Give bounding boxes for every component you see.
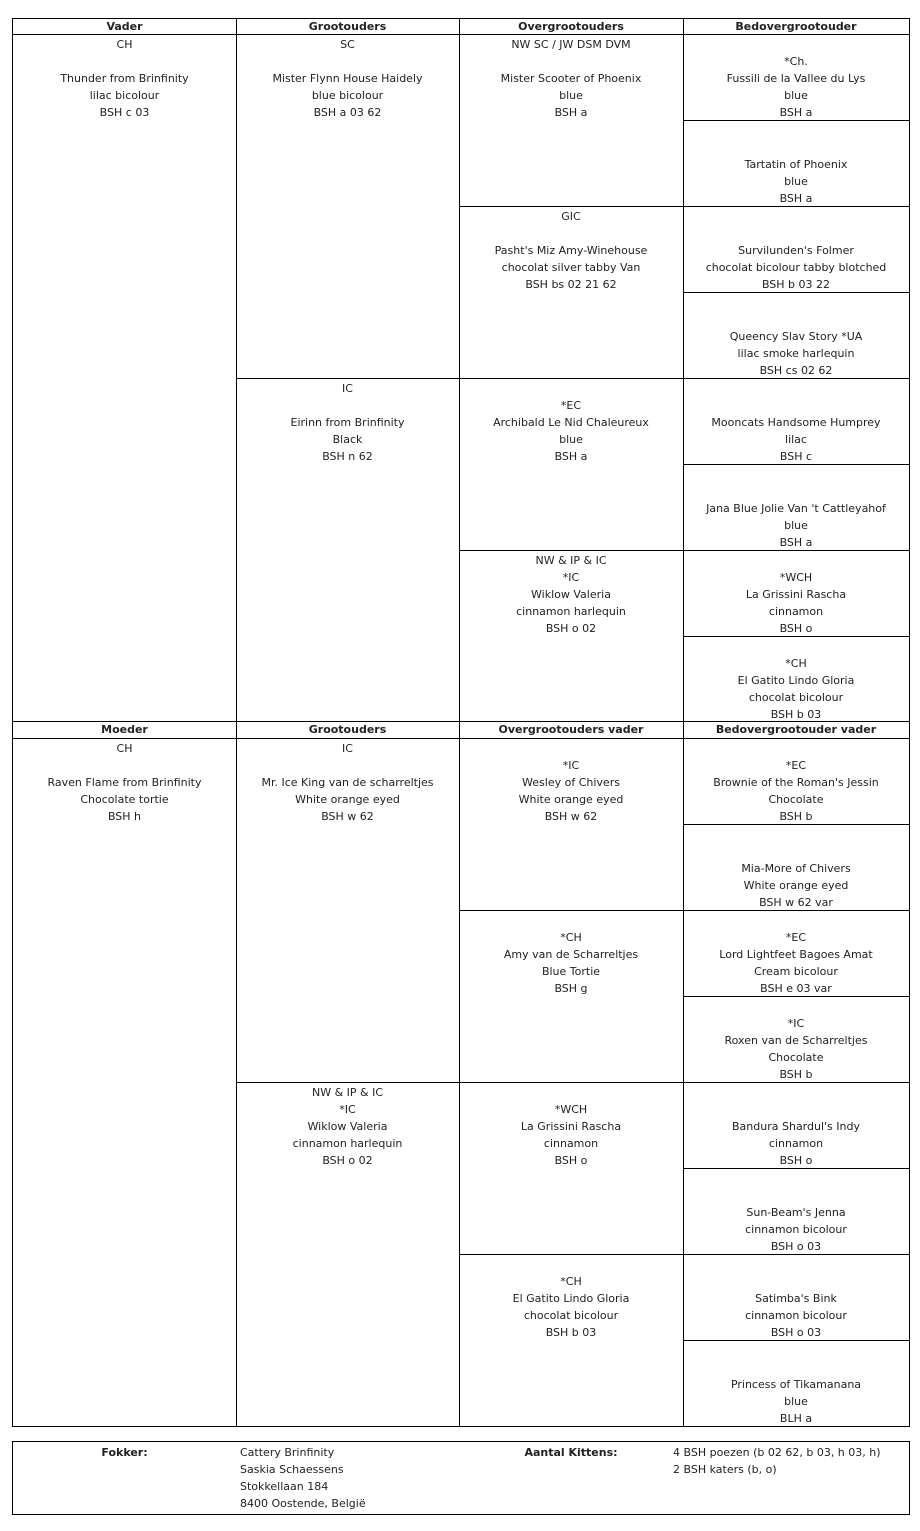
dam-cell: CH Raven Flame from Brinfinity Chocolate tortie BSH h <box>47 742 202 823</box>
great-grandparent-cell: *IC Wesley of Chivers White orange eyed BSH w 62 <box>518 759 624 823</box>
ggg-cell: Bandura Shardul's Indy cinnamon BSH o <box>732 1120 860 1167</box>
ggg-cell: Survilunden's Folmer chocolat bicolour tabby blotched BSH b 03 22 <box>705 244 887 291</box>
header-great-grandparents-father: Overgrootouders vader <box>498 723 644 736</box>
row-rule <box>459 1254 683 1255</box>
header-great-great-grandparent-father: Bedovergrootouder vader <box>715 723 877 736</box>
sire-cell: CH Thunder from Brinfinity lilac bicolour BSH c 03 <box>60 38 189 119</box>
row-rule <box>236 378 459 379</box>
row-rule <box>459 910 683 911</box>
header-great-grandparents: Overgrootouders <box>518 20 624 33</box>
breeder-info: Cattery Brinfinity Saskia Schaessens Stokkellaan 184 8400 Oostende, België <box>240 1446 366 1510</box>
grandparent-cell: NW & IP & IC *IC Wiklow Valeria cinnamon harlequin BSH o 02 <box>292 1086 403 1167</box>
great-grandparent-cell: *CH El Gatito Lindo Gloria chocolat bicolour BSH b 03 <box>512 1275 630 1339</box>
great-grandparent-cell: *CH Amy van de Scharreltjes Blue Tortie BSH g <box>503 931 639 995</box>
row-rule <box>459 550 683 551</box>
header-grandparents-mother: Grootouders <box>308 723 387 736</box>
great-grandparent-cell: *EC Archibald Le Nid Chaleureux blue BSH a <box>493 399 649 463</box>
ggg-cell: Queency Slav Story *UA lilac smoke harlequin BSH cs 02 62 <box>729 330 863 377</box>
ggg-cell: *EC Brownie of the Roman's Jessin Chocolate BSH b <box>713 759 879 823</box>
great-grandparent-cell: NW & IP & IC *IC Wiklow Valeria cinnamon harlequin BSH o 02 <box>516 554 626 635</box>
breeder-label: Fokker: <box>101 1446 148 1459</box>
row-rule <box>236 1082 459 1083</box>
ggg-cell: Satimba's Bink cinnamon bicolour BSH o 03 <box>745 1292 847 1339</box>
great-grandparent-cell: GIC Pasht's Miz Amy-Winehouse chocolat silver tabby Van BSH bs 02 21 62 <box>494 210 648 291</box>
header-father: Vader <box>106 20 143 33</box>
header-mother: Moeder <box>101 723 148 736</box>
ggg-cell: *CH El Gatito Lindo Gloria chocolat bicolour BSH b 03 <box>737 657 855 721</box>
ggg-cell: *IC Roxen van de Scharreltjes Chocolate BSH b <box>724 1017 868 1081</box>
kittens-info: 4 BSH poezen (b 02 62, b 03, h 03, h) 2 BSH katers (b, o) <box>673 1446 881 1476</box>
row-rule <box>459 206 683 207</box>
pedigree-table <box>12 18 910 1427</box>
grandparent-cell: IC Mr. Ice King van de scharreltjes White orange eyed BSH w 62 <box>261 742 434 823</box>
ggg-cell: Sun-Beam's Jenna cinnamon bicolour BSH o 03 <box>745 1206 847 1253</box>
grandparent-cell: IC Eirinn from Brinfinity Black BSH n 62 <box>290 382 405 463</box>
great-grandparent-cell: *WCH La Grissini Rascha cinnamon BSH o <box>520 1103 622 1167</box>
ggg-cell: Tartatin of Phoenix blue BSH a <box>744 158 848 205</box>
ggg-cell: *EC Lord Lightfeet Bagoes Amat Cream bicolour BSH e 03 var <box>719 931 873 995</box>
row-rule <box>459 1082 683 1083</box>
ggg-cell: Mia-More of Chivers White orange eyed BSH w 62 var <box>741 862 851 909</box>
ggg-cell: Jana Blue Jolie Van 't Cattleyahof blue BSH a <box>706 502 886 549</box>
header-grandparents: Grootouders <box>308 20 387 33</box>
ggg-cell: *Ch. Fussili de la Vallee du Lys blue BSH a <box>726 55 866 119</box>
breeder-footer <box>12 1441 910 1515</box>
kittens-label: Aantal Kittens: <box>524 1446 618 1459</box>
grandparent-cell: SC Mister Flynn House Haidely blue bicolour BSH a 03 62 <box>272 38 423 119</box>
great-grandparent-cell: NW SC / JW DSM DVM Mister Scooter of Phoenix blue BSH a <box>500 38 642 119</box>
header-great-great-grandparent: Bedovergrootouder <box>735 20 857 33</box>
header-rule <box>13 738 909 739</box>
ggg-cell: Mooncats Handsome Humprey lilac BSH c <box>711 416 881 463</box>
ggg-cell: *WCH La Grissini Rascha cinnamon BSH o <box>745 571 847 635</box>
ggg-cell: Princess of Tikamanana blue BLH a <box>730 1378 862 1425</box>
row-rule <box>459 378 683 379</box>
